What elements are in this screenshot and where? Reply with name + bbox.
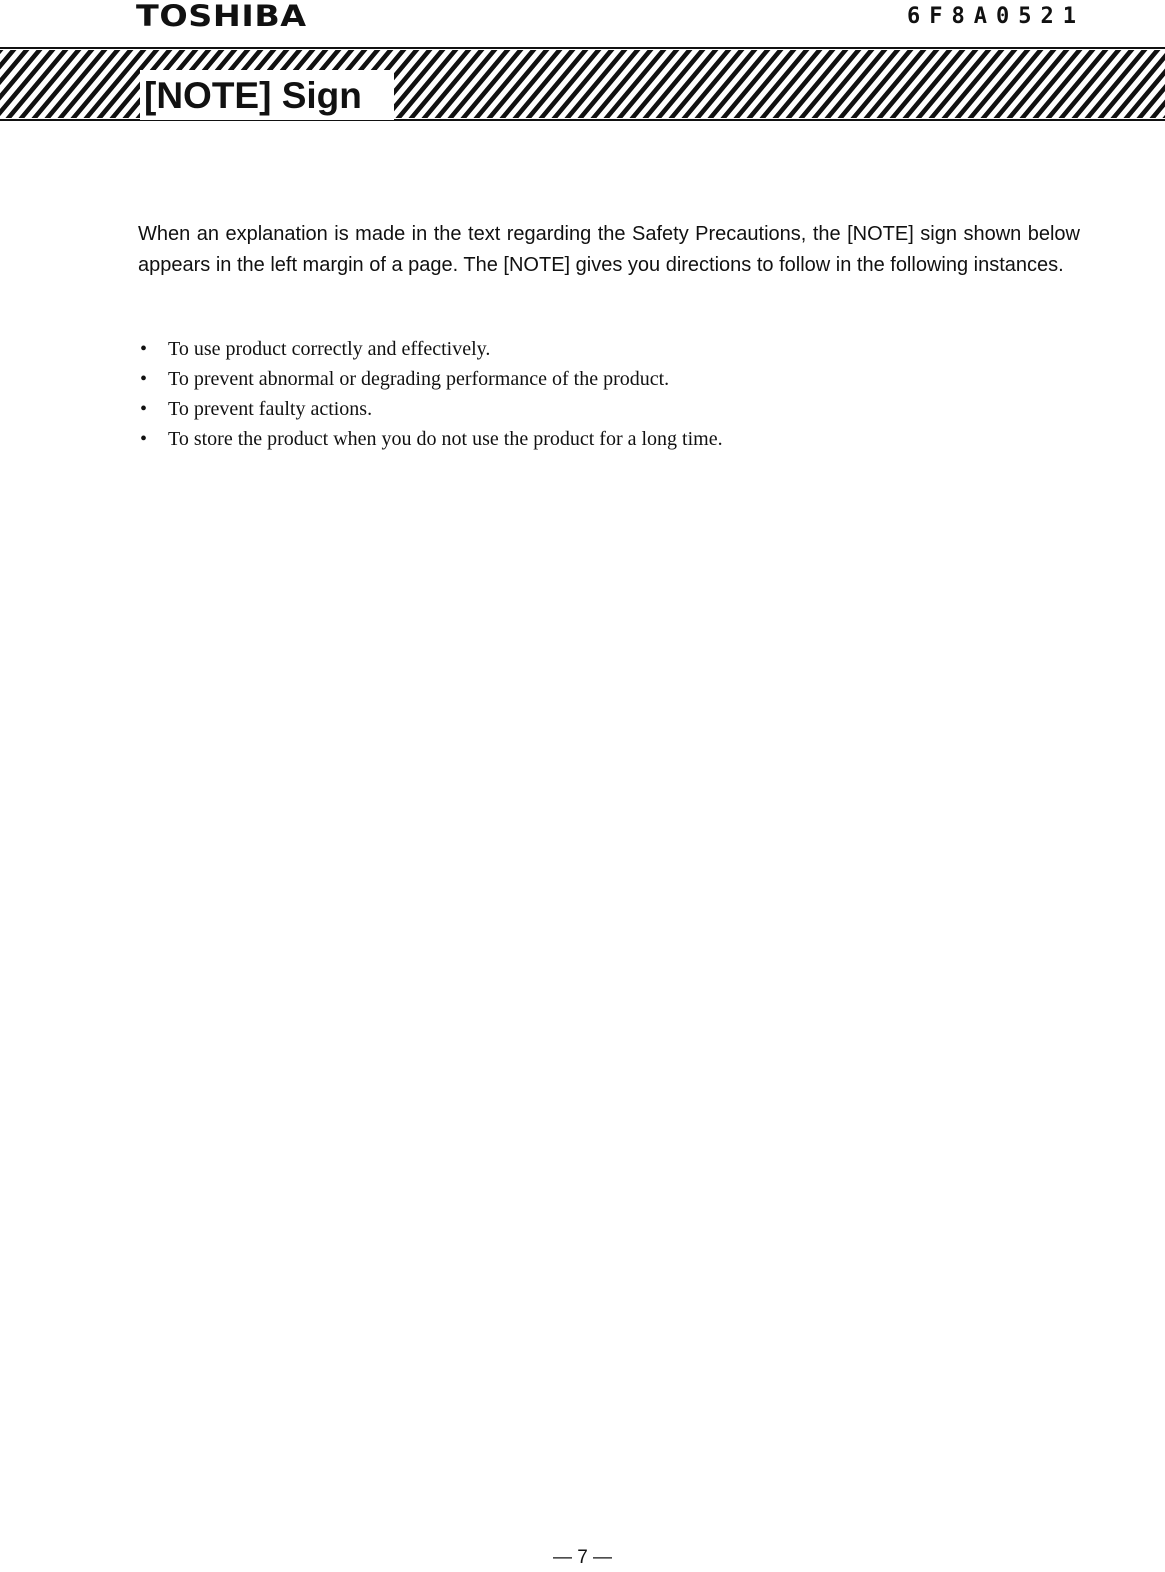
bullet-icon: •	[140, 368, 148, 390]
section-title: [NOTE] Sign	[144, 75, 362, 116]
list-item-text: To prevent faulty actions.	[168, 398, 373, 420]
list-item-text: To use product correctly and effectively.	[168, 338, 491, 360]
bullet-icon: •	[140, 428, 148, 450]
list-item	[138, 424, 1038, 454]
list-item-text: To store the product when you do not use the product for a long time.	[168, 428, 723, 450]
bullet-icon: •	[140, 398, 148, 420]
list-item	[138, 394, 1038, 424]
list-item	[138, 364, 1038, 394]
instance-list	[138, 334, 1038, 454]
list-item	[138, 334, 1038, 364]
list-item-text: To prevent abnormal or degrading performance of the product.	[168, 368, 670, 390]
page-number: — 7 —	[552, 1547, 613, 1568]
intro-paragraph: When an explanation is made in the text regarding the Safety Precautions, the [NOTE] sign shown below appears in the left margin of a page. The [NOTE] gives you directions to follow in the following instances.	[138, 223, 1080, 276]
toshiba-logo: TOSHIBA	[136, 0, 307, 33]
document-code: 6F8A0521	[907, 4, 1085, 29]
bullet-icon: •	[140, 338, 148, 360]
